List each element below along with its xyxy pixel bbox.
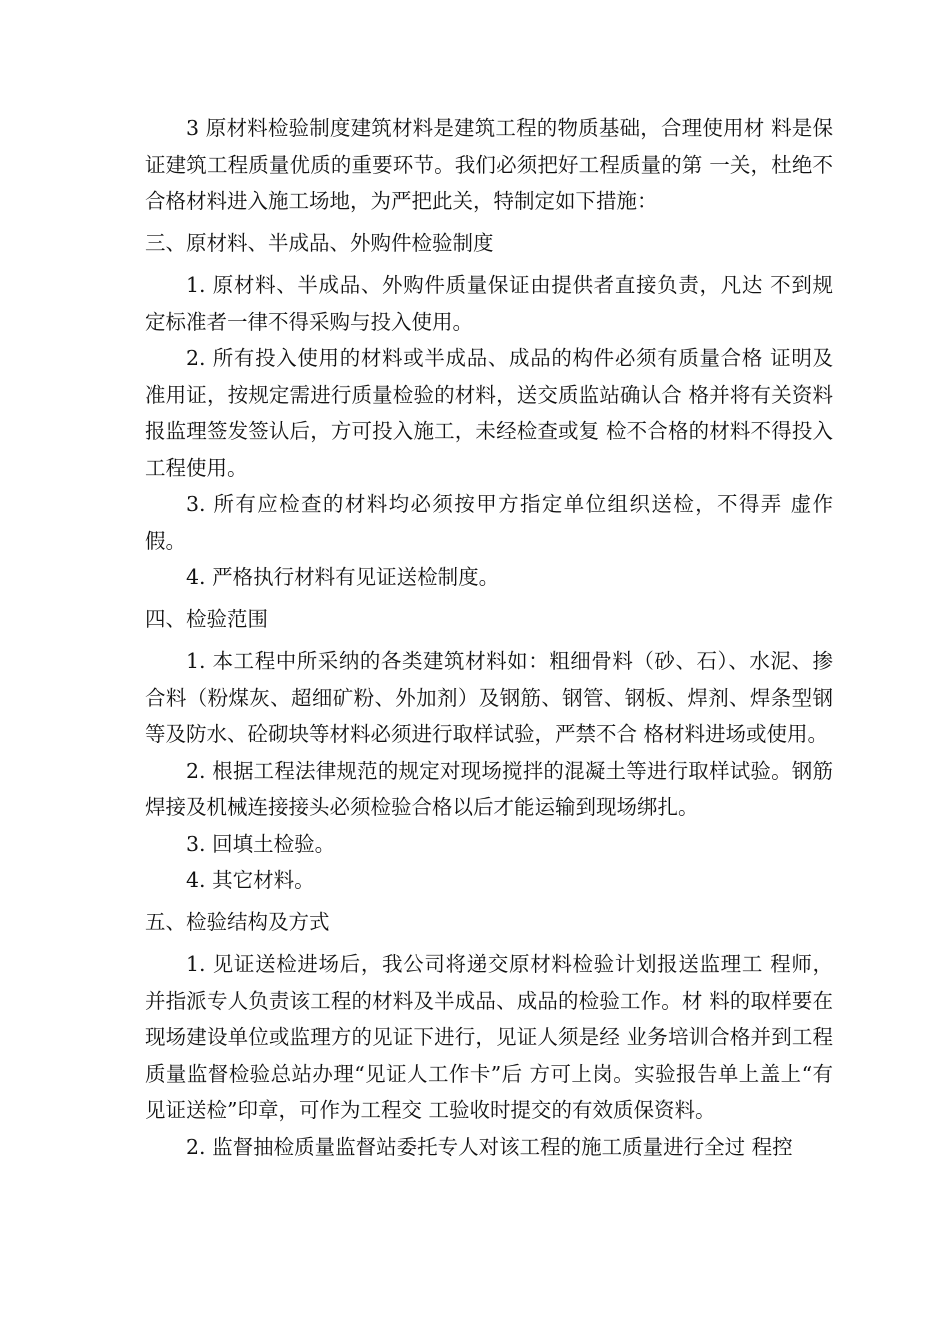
paragraph-4-2: 2. 根据工程法律规范的规定对现场搅拌的混凝土等进行取样试验。钢筋焊接及机械连接接头必须检验合格以后才能运输到现场绑扎。 xyxy=(145,758,833,819)
paragraph-3-2: 2. 所有投入使用的材料或半成品、成品的构件必须有质量合格 证明及准用证，按规定需进行质量检验的材料，送交质监站确认合 格并将有关资料报监理签发签认后，方可投入施工，未经检查或复 检不合格的材料不得投入工程使用。 xyxy=(145,346,833,480)
paragraph-5-1: 1. 见证送检进场后，我公司将递交原材料检验计划报送监理工 程师，并指派专人负责该工程的材料及半成品、成品的检验工作。材 料的取样要在现场建设单位或监理方的见证下进行，见证人须是经 业务培训合格并到工程质量监督检验总站办理“见证人工作卡”后 方可上岗。实验报告单上盖上“有见证送检”印章，可作为工程交 工验收时提交的有效质保资料。 xyxy=(145,952,833,1122)
paragraph-4-3: 3. 回填土检验。 xyxy=(186,831,336,856)
section-heading-5: 五、检验结构及方式 xyxy=(145,909,330,934)
paragraph-material-inspection-intro: 3 原材料检验制度建筑材料是建筑工程的物质基础，合理使用材 料是保证建筑工程质量优质的重要环节。我们必须把好工程质量的第 一关，杜绝不合格材料进入施工场地，为严把此关，特制定如下措施： xyxy=(145,116,833,213)
paragraph-3-1: 1. 原材料、半成品、外购件质量保证由提供者直接负责，凡达 不到规定标准者一律不得采购与投入使用。 xyxy=(145,273,833,334)
document-body xyxy=(145,110,833,1165)
paragraph-4-1: 1. 本工程中所采纳的各类建筑材料如：粗细骨料（砂、石）、水泥、掺合料（粉煤灰、超细矿粉、外加剂）及钢筋、钢管、钢板、焊剂、焊条型钢等及防水、砼砌块等材料必须进行取样试验，严禁不合 格材料进场或使用。 xyxy=(145,649,833,746)
section-heading-3: 三、原材料、半成品、外购件检验制度 xyxy=(145,230,494,255)
paragraph-3-4: 4. 严格执行材料有见证送检制度。 xyxy=(186,565,500,589)
paragraph-4-4: 4. 其它材料。 xyxy=(186,868,315,892)
paragraph-5-2: 2. 监督抽检质量监督站委托专人对该工程的施工质量进行全过 程控 xyxy=(186,1134,793,1159)
paragraph-3-3: 3. 所有应检查的材料均必须按甲方指定单位组织送检，不得弄 虚作假。 xyxy=(145,492,833,553)
section-heading-4: 四、检验范围 xyxy=(145,606,268,631)
